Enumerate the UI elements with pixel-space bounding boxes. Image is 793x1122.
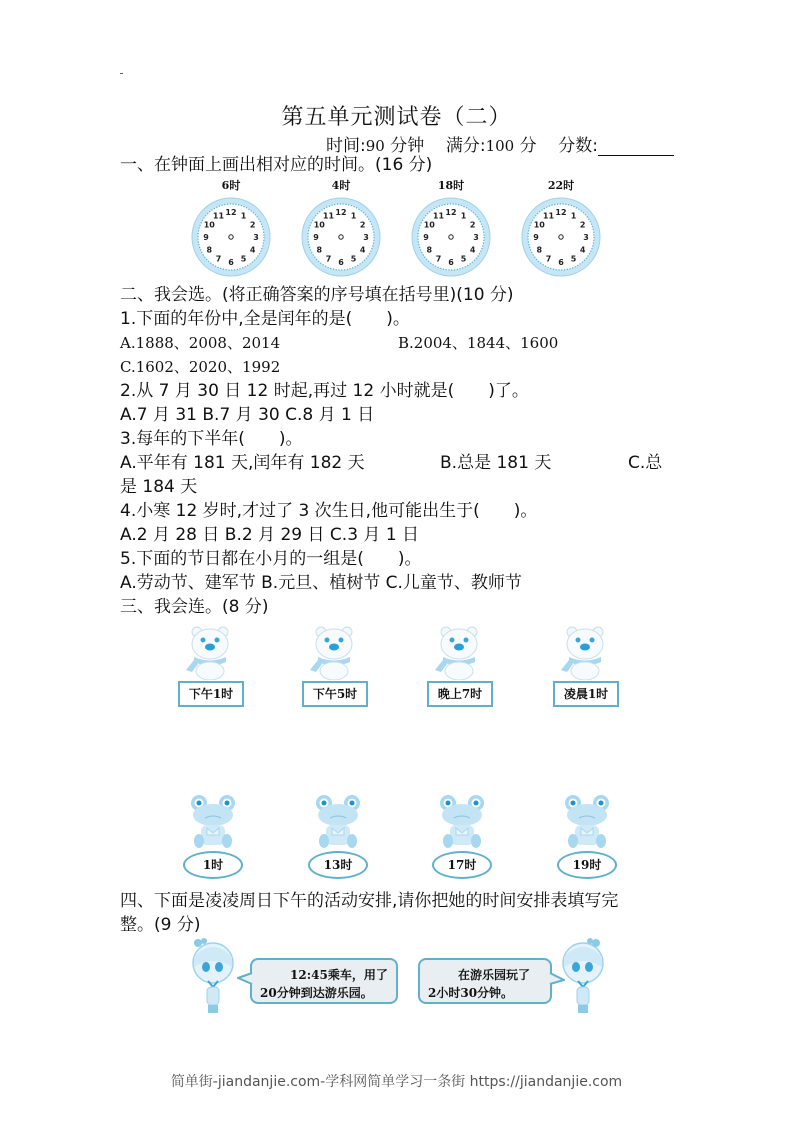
svg-text:10: 10 xyxy=(203,220,215,230)
bubble-tail-left-icon xyxy=(237,972,253,986)
frog-icon xyxy=(434,793,490,851)
speech-bubble-left xyxy=(250,958,398,1004)
svg-text:2: 2 xyxy=(359,220,366,230)
section3-heading: 三、我会连。(8 分) xyxy=(120,597,269,617)
q1-option-a[interactable]: A.1888、2008、2014 xyxy=(120,334,281,352)
svg-text:9: 9 xyxy=(313,233,319,242)
time-card[interactable]: 晚上7时 xyxy=(427,681,493,707)
q2-options[interactable]: A.7 月 31 B.7 月 30 C.8 月 1 日 xyxy=(120,405,375,425)
time-card[interactable]: 凌晨1时 xyxy=(553,681,619,707)
footer-watermark: 简单街-jiandanjie.com-学科网简单学习一条街 https://jiandanjie.com xyxy=(170,1074,623,1090)
svg-text:2: 2 xyxy=(249,220,256,230)
exam-meta xyxy=(326,131,674,156)
time-card[interactable]: 下午5时 xyxy=(302,681,368,707)
bubble-right-line1: 在游乐园玩了 xyxy=(458,968,531,982)
svg-text:11: 11 xyxy=(322,211,335,221)
svg-text:4: 4 xyxy=(359,245,366,255)
svg-text:3: 3 xyxy=(363,233,369,242)
clock-label: 4时 xyxy=(331,179,351,192)
svg-text:3: 3 xyxy=(473,233,479,242)
full-value: 100 xyxy=(485,137,515,155)
stray-mark xyxy=(120,73,123,74)
clock-label: 22时 xyxy=(547,179,575,192)
svg-text:12: 12 xyxy=(335,208,347,217)
q3-stem: 3.每年的下半年( )。 xyxy=(120,429,303,449)
svg-text:9: 9 xyxy=(533,233,539,242)
speech-bubble-right xyxy=(418,958,552,1004)
clock-face-icon[interactable] xyxy=(191,197,271,277)
clock-face-icon[interactable] xyxy=(411,197,491,277)
frog-icon xyxy=(559,793,615,851)
q4-options[interactable]: A.2 月 28 日 B.2 月 29 日 C.3 月 1 日 xyxy=(120,525,420,545)
frog-icon xyxy=(185,793,241,851)
full-label: 满分: xyxy=(445,136,486,156)
svg-text:5: 5 xyxy=(350,254,357,264)
svg-text:6: 6 xyxy=(228,258,234,267)
bubble-left-line1: 12:45乘车，用了 xyxy=(290,968,388,982)
svg-text:3: 3 xyxy=(253,233,259,242)
page-title: 第五单元测试卷（二） xyxy=(281,105,512,130)
svg-text:7: 7 xyxy=(215,254,222,264)
q3-option-c[interactable]: C.总 xyxy=(628,453,663,473)
svg-text:11: 11 xyxy=(432,211,445,221)
svg-text:6: 6 xyxy=(558,258,564,267)
svg-text:8: 8 xyxy=(316,245,323,255)
time-oval[interactable]: 1时 xyxy=(183,851,243,879)
q1-option-c[interactable]: C.1602、2020、1992 xyxy=(120,358,281,376)
svg-text:2: 2 xyxy=(579,220,586,230)
svg-text:1: 1 xyxy=(240,211,247,221)
svg-text:12: 12 xyxy=(225,208,237,217)
polar-bear-icon xyxy=(429,624,489,680)
svg-text:11: 11 xyxy=(542,211,555,221)
q3-option-c-cont: 是 184 天 xyxy=(120,477,198,497)
bubble-left-line2: 20分钟到达游乐园。 xyxy=(260,986,373,1000)
svg-text:8: 8 xyxy=(206,245,213,255)
svg-text:5: 5 xyxy=(570,254,577,264)
clock-label: 6时 xyxy=(221,179,241,192)
svg-text:1: 1 xyxy=(570,211,577,221)
q5-options[interactable]: A.劳动节、建军节 B.元旦、植树节 C.儿童节、教师节 xyxy=(120,573,522,593)
svg-text:2: 2 xyxy=(469,220,476,230)
svg-text:11: 11 xyxy=(212,211,225,221)
time-unit: 分钟 xyxy=(390,136,425,156)
q5-stem: 5.下面的节日都在小月的一组是( )。 xyxy=(120,549,422,569)
girl-right-icon xyxy=(556,937,610,1017)
svg-text:4: 4 xyxy=(579,245,586,255)
bubble-right-line2: 2小时30分钟。 xyxy=(428,986,514,1000)
svg-text:5: 5 xyxy=(460,254,467,264)
time-oval[interactable]: 17时 xyxy=(432,851,492,879)
svg-text:10: 10 xyxy=(313,220,325,230)
time-card[interactable]: 下午1时 xyxy=(178,681,244,707)
score-blank[interactable] xyxy=(598,139,674,156)
q4-stem: 4.小寒 12 岁时,才过了 3 次生日,他可能出生于( )。 xyxy=(120,501,538,521)
q1-stem: 1.下面的年份中,全是闰年的是( )。 xyxy=(120,309,410,329)
svg-text:5: 5 xyxy=(240,254,247,264)
q1-option-b[interactable]: B.2004、1844、1600 xyxy=(398,334,559,352)
svg-text:12: 12 xyxy=(555,208,567,217)
section4-heading-line1: 四、下面是凌凌周日下午的活动安排,请你把她的时间安排表填写完 xyxy=(120,891,619,911)
svg-text:8: 8 xyxy=(426,245,433,255)
svg-text:12: 12 xyxy=(445,208,457,217)
polar-bear-icon xyxy=(555,624,615,680)
time-label: 时间: xyxy=(326,136,366,156)
svg-text:1: 1 xyxy=(460,211,467,221)
time-oval[interactable]: 13时 xyxy=(308,851,368,879)
clock-face-icon[interactable] xyxy=(301,197,381,277)
section4-heading-line2: 整。(9 分) xyxy=(120,915,201,935)
svg-text:4: 4 xyxy=(469,245,476,255)
svg-text:10: 10 xyxy=(423,220,435,230)
polar-bear-icon xyxy=(180,624,240,680)
svg-text:7: 7 xyxy=(325,254,332,264)
time-oval[interactable]: 19时 xyxy=(557,851,617,879)
clock-label: 18时 xyxy=(437,179,465,192)
svg-text:4: 4 xyxy=(249,245,256,255)
q3-option-b[interactable]: B.总是 181 天 xyxy=(440,453,552,473)
section2-heading: 二、我会选。(将正确答案的序号填在括号里)(10 分) xyxy=(120,285,514,305)
section1-heading: 一、在钟面上画出相对应的时间。(16 分) xyxy=(120,155,433,175)
girl-left-icon xyxy=(186,937,240,1017)
svg-text:7: 7 xyxy=(435,254,442,264)
clock-face-icon[interactable] xyxy=(521,197,601,277)
time-value: 90 xyxy=(365,137,385,155)
svg-text:3: 3 xyxy=(583,233,589,242)
frog-icon xyxy=(310,793,366,851)
score-label: 分数: xyxy=(558,136,598,156)
svg-text:7: 7 xyxy=(545,254,552,264)
svg-text:6: 6 xyxy=(338,258,344,267)
svg-text:9: 9 xyxy=(203,233,209,242)
full-unit: 分 xyxy=(519,136,537,156)
polar-bear-icon xyxy=(304,624,364,680)
svg-text:8: 8 xyxy=(536,245,543,255)
svg-text:6: 6 xyxy=(448,258,454,267)
svg-text:1: 1 xyxy=(350,211,357,221)
svg-text:9: 9 xyxy=(423,233,429,242)
q3-option-a[interactable]: A.平年有 181 天,闰年有 182 天 xyxy=(120,453,365,473)
svg-text:10: 10 xyxy=(533,220,545,230)
q2-stem: 2.从 7 月 30 日 12 时起,再过 12 小时就是( )了。 xyxy=(120,381,529,401)
